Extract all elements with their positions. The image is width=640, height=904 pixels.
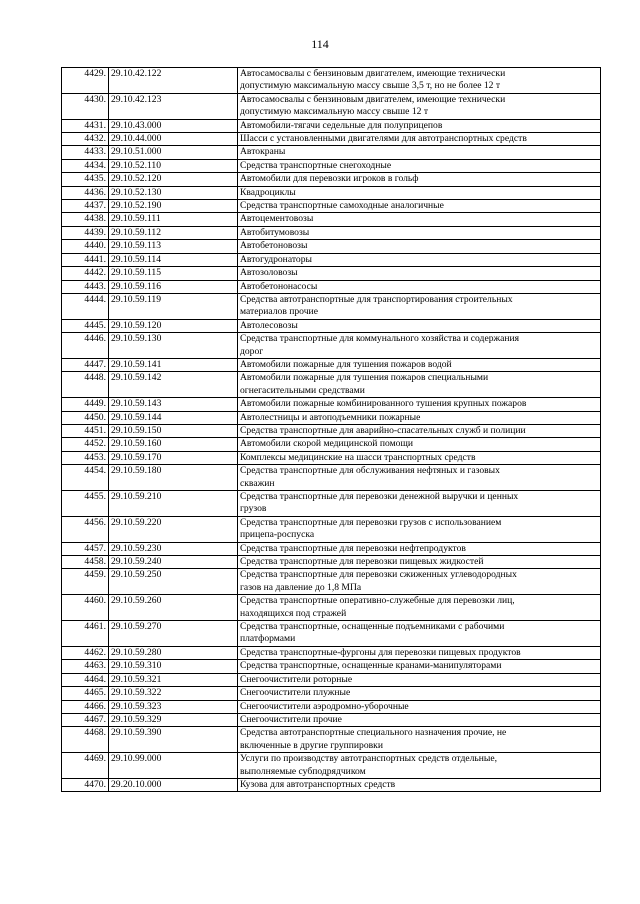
row-number: 4458. <box>62 556 109 569</box>
description-line: Кузова для автотранспортных средств <box>240 778 396 790</box>
item-description <box>238 293 601 319</box>
description-line: дорог <box>240 345 264 357</box>
table-row <box>62 595 601 621</box>
classifier-code: 29.10.99.000 <box>109 753 238 779</box>
item-description <box>238 68 601 94</box>
item-description <box>238 280 601 293</box>
classifier-code: 29.10.44.000 <box>109 133 238 146</box>
table-row <box>62 93 601 119</box>
description-line: Средства транспортные для коммунального хозяйства и содержания <box>240 333 520 345</box>
description-line: Средства транспортные, оснащенные кранами-манипуляторами <box>240 660 502 672</box>
item-description <box>238 253 601 266</box>
item-description <box>238 753 601 779</box>
classifier-code: 29.10.59.270 <box>109 621 238 647</box>
classifier-code: 29.10.52.190 <box>109 200 238 213</box>
row-number: 4462. <box>62 646 109 659</box>
row-number: 4453. <box>62 451 109 464</box>
item-description <box>238 569 601 595</box>
row-number: 4434. <box>62 159 109 172</box>
table-row <box>62 146 601 159</box>
table-row <box>62 398 601 411</box>
row-number: 4439. <box>62 226 109 239</box>
table-row <box>62 451 601 464</box>
item-description <box>238 358 601 371</box>
table-body <box>62 68 601 792</box>
classifier-code: 29.10.59.170 <box>109 451 238 464</box>
classifier-code: 29.10.59.141 <box>109 358 238 371</box>
classifier-code: 29.10.59.329 <box>109 713 238 726</box>
classifier-code: 29.10.59.113 <box>109 240 238 253</box>
description-line: Автолестницы и автоподъемники пожарные <box>240 411 421 423</box>
description-line: выполняемые субподрядчиком <box>240 765 366 777</box>
classifier-code: 29.20.10.000 <box>109 778 238 791</box>
item-description <box>238 159 601 172</box>
item-description <box>238 173 601 186</box>
table-row <box>62 411 601 424</box>
item-description <box>238 200 601 213</box>
row-number: 4467. <box>62 713 109 726</box>
item-description <box>238 713 601 726</box>
description-line: Средства транспортные-фургоны для перевозки пищевых продуктов <box>240 646 521 658</box>
table-row <box>62 358 601 371</box>
description-line: Средства транспортные самоходные аналогичные <box>240 200 444 212</box>
description-line: Автокраны <box>240 146 286 158</box>
description-line: Средства транспортные для перевозки сжиженных углеводородных <box>240 569 517 581</box>
description-line: Автомобили пожарные для тушения пожаров водой <box>240 358 452 370</box>
table-row <box>62 319 601 332</box>
item-description <box>238 240 601 253</box>
description-line: Автоцементовозы <box>240 213 314 225</box>
classifier-code: 29.10.52.120 <box>109 173 238 186</box>
row-number: 4446. <box>62 333 109 359</box>
description-line: включенные в другие группировки <box>240 739 383 751</box>
description-line: Автобетононасосы <box>240 280 318 292</box>
row-number: 4468. <box>62 727 109 753</box>
table-row <box>62 280 601 293</box>
description-line: Средства транспортные для перевозки пищевых жидкостей <box>240 556 484 568</box>
description-line: Средства автотранспортные специального назначения прочие, не <box>240 727 507 739</box>
item-description <box>238 700 601 713</box>
item-description <box>238 93 601 119</box>
description-line: Шасси с установленными двигателями для автотранспортных средств <box>240 133 527 145</box>
row-number: 4464. <box>62 673 109 686</box>
row-number: 4431. <box>62 119 109 132</box>
description-line: находящихся под стражей <box>240 607 347 619</box>
description-line: материалов прочие <box>240 306 318 318</box>
description-line: газов на давление до 1,8 МПа <box>240 581 362 593</box>
table-row <box>62 713 601 726</box>
item-description <box>238 424 601 437</box>
item-description <box>238 516 601 542</box>
row-number: 4443. <box>62 280 109 293</box>
description-line: Средства транспортные оперативно-служебные для перевозки лиц, <box>240 595 515 607</box>
description-line: Снегоочистители аэродромно-уборочные <box>240 700 409 712</box>
table-row <box>62 133 601 146</box>
item-description <box>238 660 601 673</box>
description-line: платформами <box>240 633 296 645</box>
description-line: Средства транспортные для аварийно-спасательных служб и полиции <box>240 424 526 436</box>
classifier-code: 29.10.59.230 <box>109 542 238 555</box>
classifier-code: 29.10.59.310 <box>109 660 238 673</box>
item-description <box>238 687 601 700</box>
description-line: прицепа-роспуска <box>240 529 315 541</box>
item-description <box>238 646 601 659</box>
classifier-code: 29.10.42.122 <box>109 68 238 94</box>
description-line: Автогудронаторы <box>240 253 312 265</box>
row-number: 4442. <box>62 267 109 280</box>
row-number: 4444. <box>62 293 109 319</box>
row-number: 4466. <box>62 700 109 713</box>
description-line: грузов <box>240 503 267 515</box>
item-description <box>238 595 601 621</box>
table-row <box>62 226 601 239</box>
table-row <box>62 660 601 673</box>
row-number: 4463. <box>62 660 109 673</box>
description-line: Квадроциклы <box>240 186 296 198</box>
classifier-code: 29.10.59.321 <box>109 673 238 686</box>
row-number: 4459. <box>62 569 109 595</box>
table-row <box>62 673 601 686</box>
classifier-code: 29.10.59.115 <box>109 267 238 280</box>
row-number: 4448. <box>62 372 109 398</box>
description-line: Автосамосвалы с бензиновым двигателем, имеющие технически <box>240 68 506 79</box>
table-row <box>62 173 601 186</box>
description-line: Комплексы медицинские на шасси транспортных средств <box>240 451 476 463</box>
table-row <box>62 621 601 647</box>
description-line: Автомобили-тягачи седельные для полуприцепов <box>240 119 443 131</box>
table-row <box>62 253 601 266</box>
classifier-code: 29.10.59.322 <box>109 687 238 700</box>
description-line: Автомобили для перевозки игроков в гольф <box>240 173 419 185</box>
row-number: 4440. <box>62 240 109 253</box>
classifier-code: 29.10.59.280 <box>109 646 238 659</box>
row-number: 4456. <box>62 516 109 542</box>
description-line: Автобитумовозы <box>240 226 310 238</box>
table-row <box>62 687 601 700</box>
item-description <box>238 133 601 146</box>
classifier-code: 29.10.59.323 <box>109 700 238 713</box>
classifier-code: 29.10.52.130 <box>109 186 238 199</box>
table-row <box>62 333 601 359</box>
description-line: допустимую максимальную массу свыше 12 т <box>240 106 429 118</box>
item-description <box>238 372 601 398</box>
row-number: 4436. <box>62 186 109 199</box>
classifier-code: 29.10.51.000 <box>109 146 238 159</box>
description-line: Снегоочистители роторные <box>240 673 353 685</box>
classifier-code: 29.10.59.260 <box>109 595 238 621</box>
description-line: Автомобили скорой медицинской помощи <box>240 438 413 450</box>
table-row <box>62 293 601 319</box>
page-number: 114 <box>311 37 329 51</box>
item-description <box>238 542 601 555</box>
row-number: 4438. <box>62 213 109 226</box>
classifier-code: 29.10.59.112 <box>109 226 238 239</box>
item-description <box>238 621 601 647</box>
table-row <box>62 753 601 779</box>
item-description <box>238 778 601 791</box>
row-number: 4437. <box>62 200 109 213</box>
item-description <box>238 465 601 491</box>
description-line: Автомобили пожарные комбинированного тушения крупных пожаров <box>240 398 527 410</box>
classifier-code: 29.10.59.114 <box>109 253 238 266</box>
item-description <box>238 186 601 199</box>
row-number: 4457. <box>62 542 109 555</box>
item-description <box>238 727 601 753</box>
row-number: 4450. <box>62 411 109 424</box>
table-row <box>62 159 601 172</box>
row-number: 4441. <box>62 253 109 266</box>
table-row <box>62 424 601 437</box>
table-row <box>62 372 601 398</box>
table-row <box>62 438 601 451</box>
description-line: Снегоочистители прочие <box>240 713 342 725</box>
item-description <box>238 226 601 239</box>
item-description <box>238 267 601 280</box>
row-number: 4447. <box>62 358 109 371</box>
description-line: Снегоочистители плужные <box>240 687 351 699</box>
table-row <box>62 213 601 226</box>
description-line: Средства автотранспортные для транспортирования строительных <box>240 293 513 305</box>
description-line: допустимую максимальную массу свыше 3,5 т, но не более 12 т <box>240 80 501 92</box>
classifier-code: 29.10.59.220 <box>109 516 238 542</box>
description-line: Услуги по производству автотранспортных средств отдельные, <box>240 753 497 765</box>
row-number: 4451. <box>62 424 109 437</box>
row-number: 4455. <box>62 491 109 517</box>
table-row <box>62 240 601 253</box>
row-number: 4430. <box>62 93 109 119</box>
classification-table <box>61 67 601 792</box>
table-row <box>62 700 601 713</box>
item-description <box>238 451 601 464</box>
description-line: Автозоловозы <box>240 267 298 279</box>
item-description <box>238 411 601 424</box>
description-line: скважин <box>240 477 275 489</box>
table-row <box>62 119 601 132</box>
table-row <box>62 516 601 542</box>
row-number: 4461. <box>62 621 109 647</box>
item-description <box>238 119 601 132</box>
row-number: 4435. <box>62 173 109 186</box>
classifier-code: 29.10.59.150 <box>109 424 238 437</box>
description-line: Средства транспортные для перевозки грузов с использованием <box>240 516 502 528</box>
item-description <box>238 213 601 226</box>
row-number: 4469. <box>62 753 109 779</box>
row-number: 4433. <box>62 146 109 159</box>
classifier-code: 29.10.59.119 <box>109 293 238 319</box>
description-line: Средства транспортные для обслуживания нефтяных и газовых <box>240 465 500 477</box>
classifier-code: 29.10.52.110 <box>109 159 238 172</box>
classifier-code: 29.10.59.120 <box>109 319 238 332</box>
classifier-code: 29.10.59.116 <box>109 280 238 293</box>
classifier-code: 29.10.59.144 <box>109 411 238 424</box>
item-description <box>238 398 601 411</box>
item-description <box>238 491 601 517</box>
row-number: 4445. <box>62 319 109 332</box>
description-line: Автосамосвалы с бензиновым двигателем, имеющие технически <box>240 93 506 105</box>
classifier-code: 29.10.59.390 <box>109 727 238 753</box>
item-description <box>238 556 601 569</box>
classifier-code: 29.10.59.130 <box>109 333 238 359</box>
classifier-code: 29.10.59.180 <box>109 465 238 491</box>
description-line: Автобетоновозы <box>240 240 308 252</box>
row-number: 4460. <box>62 595 109 621</box>
table-row <box>62 727 601 753</box>
classifier-code: 29.10.43.000 <box>109 119 238 132</box>
row-number: 4432. <box>62 133 109 146</box>
item-description <box>238 319 601 332</box>
item-description <box>238 333 601 359</box>
row-number: 4454. <box>62 465 109 491</box>
classifier-code: 29.10.59.240 <box>109 556 238 569</box>
table-row <box>62 186 601 199</box>
description-line: Автолесовозы <box>240 319 298 331</box>
table-row <box>62 569 601 595</box>
row-number: 4449. <box>62 398 109 411</box>
description-line: Средства транспортные для перевозки денежной выручки и ценных <box>240 491 519 502</box>
description-line: огнегасительными средствами <box>240 384 365 396</box>
classifier-code: 29.10.59.111 <box>109 213 238 226</box>
description-line: Средства транспортные для перевозки нефтепродуктов <box>240 542 466 554</box>
item-description <box>238 146 601 159</box>
classifier-code: 29.10.59.143 <box>109 398 238 411</box>
table-row <box>62 556 601 569</box>
classifier-code: 29.10.59.250 <box>109 569 238 595</box>
classifier-code: 29.10.59.142 <box>109 372 238 398</box>
table-row <box>62 542 601 555</box>
table-row <box>62 200 601 213</box>
classifier-code: 29.10.59.160 <box>109 438 238 451</box>
description-line: Автомобили пожарные для тушения пожаров специальными <box>240 372 489 384</box>
row-number: 4452. <box>62 438 109 451</box>
table-row <box>62 646 601 659</box>
item-description <box>238 673 601 686</box>
item-description <box>238 438 601 451</box>
table-row <box>62 267 601 280</box>
classifier-code: 29.10.59.210 <box>109 491 238 517</box>
description-line: Средства транспортные, оснащенные подъемниками с рабочими <box>240 621 505 633</box>
table-row <box>62 465 601 491</box>
description-line: Средства транспортные снегоходные <box>240 159 392 171</box>
table-row <box>62 68 601 94</box>
row-number: 4470. <box>62 778 109 791</box>
table-row <box>62 491 601 517</box>
table-row <box>62 778 601 791</box>
classifier-code: 29.10.42.123 <box>109 93 238 119</box>
row-number: 4465. <box>62 687 109 700</box>
row-number: 4429. <box>62 68 109 94</box>
